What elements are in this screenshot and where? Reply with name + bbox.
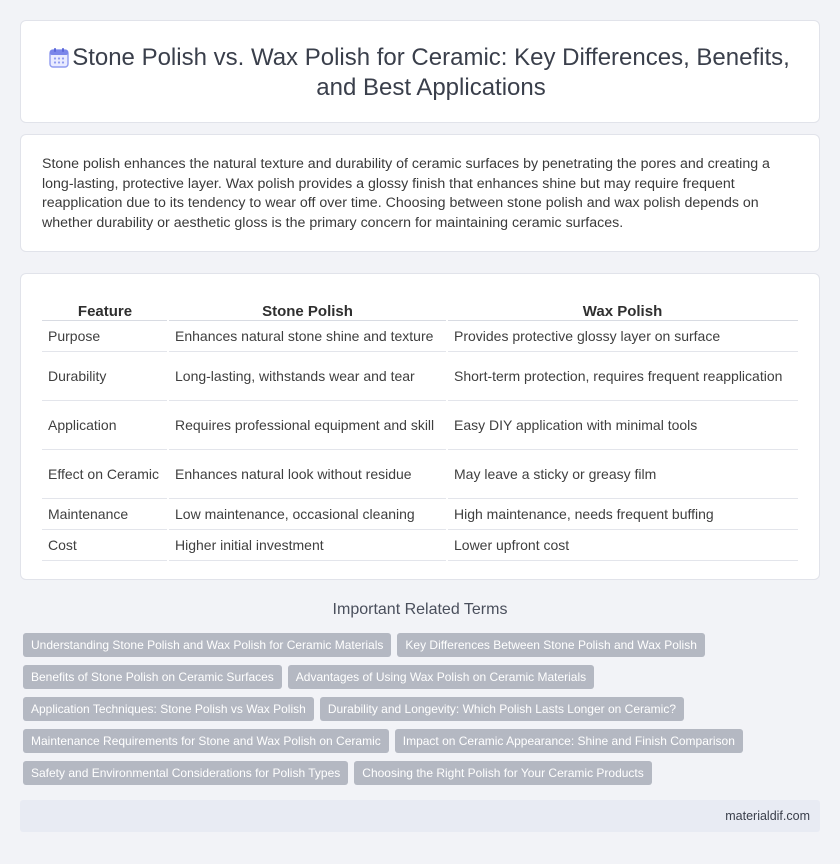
related-term-link[interactable]: Key Differences Between Stone Polish and Wax Polish: [397, 633, 705, 657]
table-cell: Durability: [42, 351, 168, 400]
table-cell: Provides protective glossy layer on surface: [447, 320, 798, 351]
page-title-line-2: and Best Applications: [316, 74, 546, 101]
related-term-link[interactable]: Advantages of Using Wax Polish on Ceramic Materials: [288, 665, 594, 689]
table-cell: Effect on Ceramic: [42, 449, 168, 498]
tag-row: [23, 761, 803, 793]
related-term-link[interactable]: Application Techniques: Stone Polish vs Wax Polish: [23, 697, 314, 721]
related-terms-title: Important Related Terms: [332, 601, 508, 618]
related-term-link[interactable]: Understanding Stone Polish and Wax Polish for Ceramic Materials: [23, 633, 391, 657]
table-header-wax-polish: Wax Polish: [447, 296, 798, 320]
table-cell: Application: [42, 400, 168, 449]
table-cell: Enhances natural stone shine and texture: [168, 320, 447, 351]
table-row: [42, 320, 798, 351]
table-row: [42, 351, 798, 400]
table-cell: Short-term protection, requires frequent reapplication: [447, 351, 798, 400]
related-term-link[interactable]: Choosing the Right Polish for Your Ceramic Products: [354, 761, 651, 785]
footer-site-link[interactable]: materialdif.com: [725, 809, 810, 823]
related-term-link[interactable]: Benefits of Stone Polish on Ceramic Surfaces: [23, 665, 282, 689]
related-term-link[interactable]: Safety and Environmental Considerations for Polish Types: [23, 761, 348, 785]
related-term-link[interactable]: Maintenance Requirements for Stone and Wax Polish on Ceramic: [23, 729, 389, 753]
comparison-card: [20, 273, 820, 580]
page-title: [61, 43, 801, 103]
table-row: [42, 400, 798, 449]
tag-row: [23, 665, 803, 697]
table-cell: Higher initial investment: [168, 529, 447, 560]
table-cell: High maintenance, needs frequent buffing: [447, 498, 798, 529]
related-term-link[interactable]: Durability and Longevity: Which Polish Lasts Longer on Ceramic?: [320, 697, 684, 721]
table-cell: Lower upfront cost: [447, 529, 798, 560]
table-row: [42, 529, 798, 560]
table-cell: Low maintenance, occasional cleaning: [168, 498, 447, 529]
table-header-feature: Feature: [42, 296, 168, 320]
page-title-line-1: Stone Polish vs. Wax Polish for Ceramic: Key Differences, Benefits,: [72, 44, 790, 71]
table-cell: Easy DIY application with minimal tools: [447, 400, 798, 449]
table-cell: May leave a sticky or greasy film: [447, 449, 798, 498]
table-header-row: [42, 296, 798, 320]
table-cell: Maintenance: [42, 498, 168, 529]
comparison-table: [42, 296, 798, 561]
table-cell: Cost: [42, 529, 168, 560]
tag-row: [23, 729, 803, 761]
table-cell: Requires professional equipment and skill: [168, 400, 447, 449]
related-term-link[interactable]: Impact on Ceramic Appearance: Shine and Finish Comparison: [395, 729, 743, 753]
table-cell: Enhances natural look without residue: [168, 449, 447, 498]
tag-row: [23, 697, 803, 729]
table-row: [42, 449, 798, 498]
intro-paragraph: Stone polish enhances the natural texture and durability of ceramic surfaces by penetrating the pores and creating a long-lasting, protective layer. Wax polish provides a glossy finish that enhances shine but may require frequent reapplication due to its tendency to wear off over time. Choosing between stone polish and wax polish depends on whether durability or aesthetic gloss is the primary concern for maintaining ceramic surfaces.: [42, 156, 770, 231]
related-terms-list: [23, 633, 803, 793]
tag-row: [23, 633, 803, 665]
intro-card: [20, 134, 820, 252]
table-cell: Purpose: [42, 320, 168, 351]
table-cell: Long-lasting, withstands wear and tear: [168, 351, 447, 400]
header-card: [20, 20, 820, 123]
table-row: [42, 498, 798, 529]
footer: [20, 800, 820, 832]
table-header-stone-polish: Stone Polish: [168, 296, 447, 320]
